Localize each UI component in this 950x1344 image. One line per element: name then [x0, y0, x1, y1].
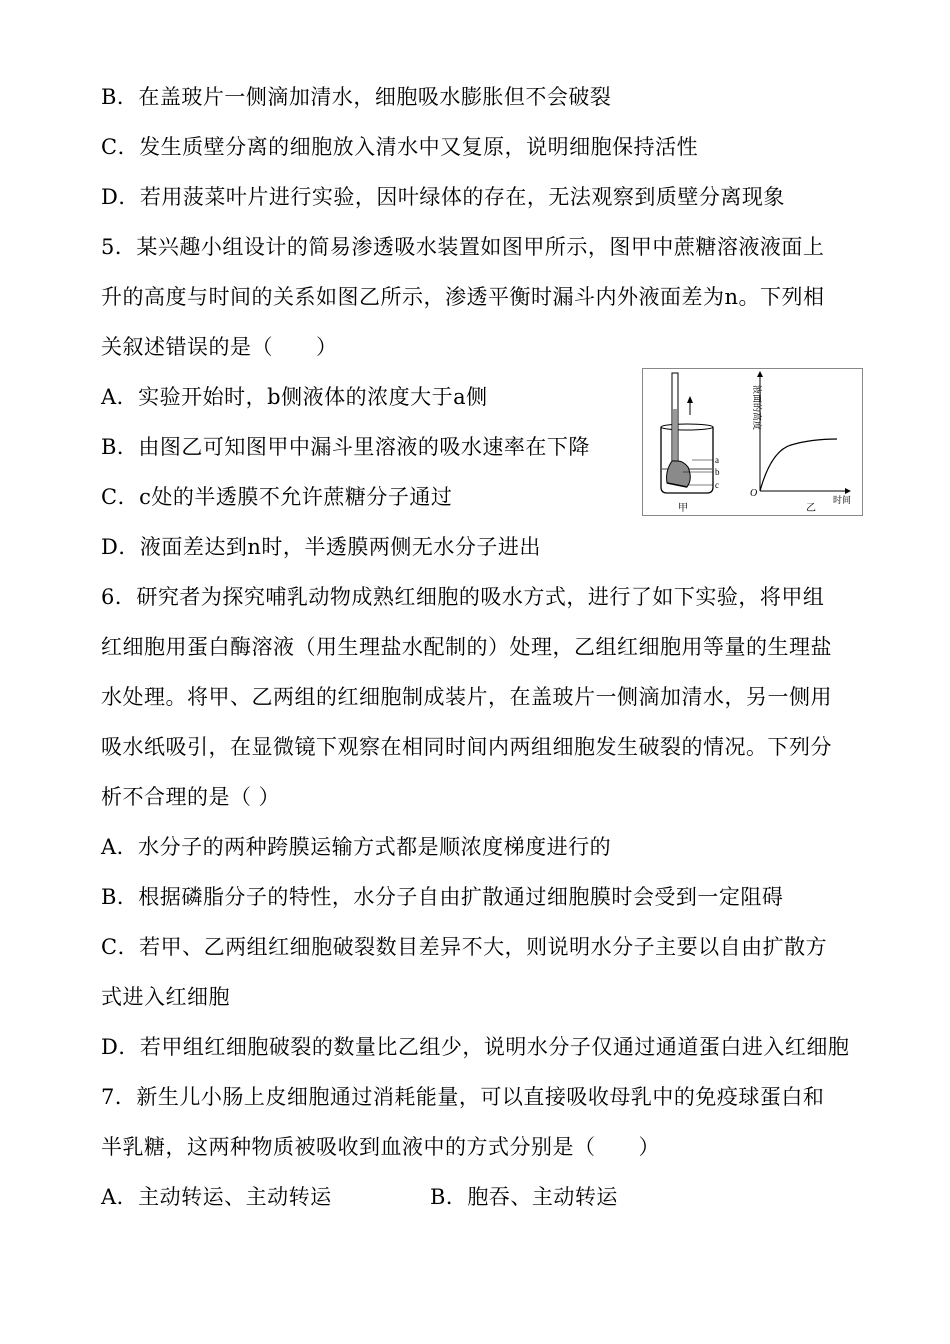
x-axis-label: 时间: [833, 496, 852, 506]
question-6-line-2: 红细胞用蛋白酶溶液（用生理盐水配制的）处理，乙组红细胞用等量的生理盐: [101, 635, 832, 659]
label-a: a: [715, 455, 719, 465]
option-4d: D．若用菠菜叶片进行实验，因叶绿体的存在，无法观察到质壁分离现象: [101, 185, 785, 209]
y-axis-label: 液面的高度: [751, 385, 761, 431]
option-4c: C．发生质壁分离的细胞放入清水中又复原，说明细胞保持活性: [101, 135, 699, 159]
caption-jia: 甲: [678, 503, 688, 514]
question-5-line-1: 5．某兴趣小组设计的简易渗透吸水装置如图甲所示，图甲中蔗糖溶液液面上: [101, 235, 825, 259]
question-6-line-4: 吸水纸吸引，在显微镜下观察在相同时间内两组细胞发生破裂的情况。下列分: [101, 735, 832, 759]
height-time-graph: [750, 371, 851, 514]
caption-yi: 乙: [806, 503, 816, 514]
option-6d: D．若甲组红细胞破裂的数量比乙组少，说明水分子仅通过通道蛋白进入红细胞: [101, 1035, 850, 1059]
option-5b: B．由图乙可知图甲中漏斗里溶液的吸水速率在下降: [101, 435, 590, 459]
option-4b: B．在盖玻片一侧滴加清水，细胞吸水膨胀但不会破裂: [101, 85, 612, 109]
osmosis-figure: [642, 368, 863, 516]
option-5d: D．液面差达到n时，半透膜两侧无水分子进出: [101, 535, 541, 559]
option-5a: A．实验开始时，b侧液体的浓度大于a侧: [101, 385, 488, 409]
question-6-line-5: 析不合理的是（ ）: [101, 785, 281, 809]
label-c: c: [715, 480, 719, 490]
question-7-line-2: 半乳糖，这两种物质被吸收到血液中的方式分别是（ ）: [101, 1135, 660, 1159]
question-7-line-1: 7．新生儿小肠上皮细胞通过消耗能量，可以直接吸收母乳中的免疫球蛋白和: [101, 1085, 825, 1109]
option-6c-line-1: C．若甲、乙两组红细胞破裂数目差异不大，则说明水分子主要以自由扩散方: [101, 935, 828, 959]
question-6-line-3: 水处理。将甲、乙两组的红细胞制成装片，在盖玻片一侧滴加清水，另一侧用: [101, 685, 832, 709]
osmosis-figure-svg: [643, 369, 862, 515]
question-5-line-3: 关叙述错误的是（ ）: [101, 335, 338, 359]
option-5c: C．c处的半透膜不允许蔗糖分子通过: [101, 485, 453, 509]
question-5-line-2: 升的高度与时间的关系如图乙所示，渗透平衡时漏斗内外液面差为n。下列相: [101, 285, 825, 309]
question-6-line-1: 6．研究者为探究哺乳动物成熟红细胞的吸水方式，进行了如下实验，将甲组: [101, 585, 825, 609]
label-b: b: [715, 467, 720, 477]
option-7a: A．主动转运、主动转运: [101, 1185, 332, 1209]
option-6c-line-2: 式进入红细胞: [101, 985, 230, 1009]
option-6b: B．根据磷脂分子的特性，水分子自由扩散通过细胞膜时会受到一定阻碍: [101, 885, 784, 909]
origin-label: O: [750, 488, 758, 499]
option-7b: B．胞吞、主动转运: [430, 1185, 618, 1209]
apparatus-diagram: [661, 373, 720, 514]
option-6a: A．水分子的两种跨膜运输方式都是顺浓度梯度进行的: [101, 835, 612, 859]
rise-curve: [760, 439, 837, 491]
